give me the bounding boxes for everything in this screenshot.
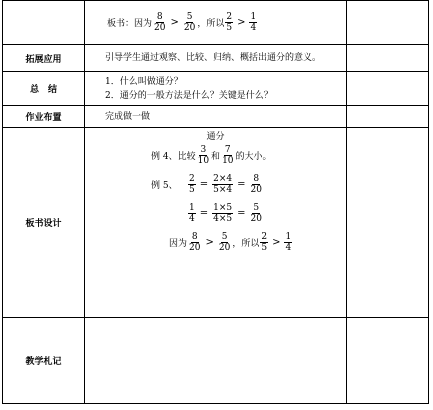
extension-content: 引导学生通过观察、比较、归纳、概括出通分的意义。: [85, 45, 347, 72]
example-5-eq1: 例 5、 $\frac{2}{5}$ = $\frac{2\times 4}{5\times 4}$ = $\frac{8}{20}$: [151, 174, 262, 195]
board-continued-row: [3, 1, 429, 45]
side-notes-cell: [347, 106, 429, 128]
empty-label-cell: [3, 1, 85, 45]
example-4: 例 4、比较 $\frac{3}{10}$ 和 $\frac{7}{10}$ 的大小。: [151, 145, 272, 166]
side-notes-cell: [347, 318, 429, 404]
row-label: 板书设计: [3, 128, 85, 318]
summary-item: 2．通分的一般方法是什么？关键是什么？: [105, 90, 273, 101]
board-design-row: [3, 128, 429, 318]
board-conclusion: 因为 $\frac{8}{20}$ > $\frac{5}{20}$ ，所以 $\frac{2}{5}$ > $\frac{1}{4}$: [169, 232, 292, 253]
side-notes-cell: [347, 72, 429, 106]
greater-sign: >: [170, 17, 179, 28]
reflection-row: [3, 318, 429, 404]
row-label: 作业布置: [3, 106, 85, 128]
lesson-plan-table: [2, 0, 429, 404]
homework-content: 完成做一做: [85, 106, 347, 128]
side-notes-cell: [347, 45, 429, 72]
fraction: $\frac{2}{5}$: [226, 12, 233, 33]
summary-item: 1．什么叫做通分？: [105, 76, 183, 87]
board-continued-cell: [85, 1, 347, 45]
conclusion-prefix: 板书：因为: [107, 19, 153, 29]
conclusion-mid: ，所以: [197, 19, 225, 29]
side-notes-cell: [347, 1, 429, 45]
fraction: $\frac{1}{4}$: [250, 12, 257, 33]
row-label: 总 结: [3, 72, 85, 106]
homework-row: [3, 106, 429, 128]
extension-row: [3, 45, 429, 72]
fraction: $\frac{5}{20}$: [183, 12, 196, 33]
board-title: 通分: [206, 132, 225, 142]
row-label: 教学札记: [3, 318, 85, 404]
greater-sign: >: [237, 17, 246, 28]
row-label: 拓展应用: [3, 45, 85, 72]
summary-row: [3, 72, 429, 106]
fraction: $\frac{8}{20}$: [154, 12, 166, 33]
reflection-content: [85, 318, 347, 404]
board-design-content: [85, 128, 347, 318]
example-5-eq2: $\frac{1}{4}$ = $\frac{1\times 5}{4\times 5}$ = $\frac{5}{20}$: [189, 203, 262, 224]
top-conclusion: [85, 12, 346, 33]
summary-content: [85, 72, 347, 106]
side-notes-cell: [347, 128, 429, 318]
